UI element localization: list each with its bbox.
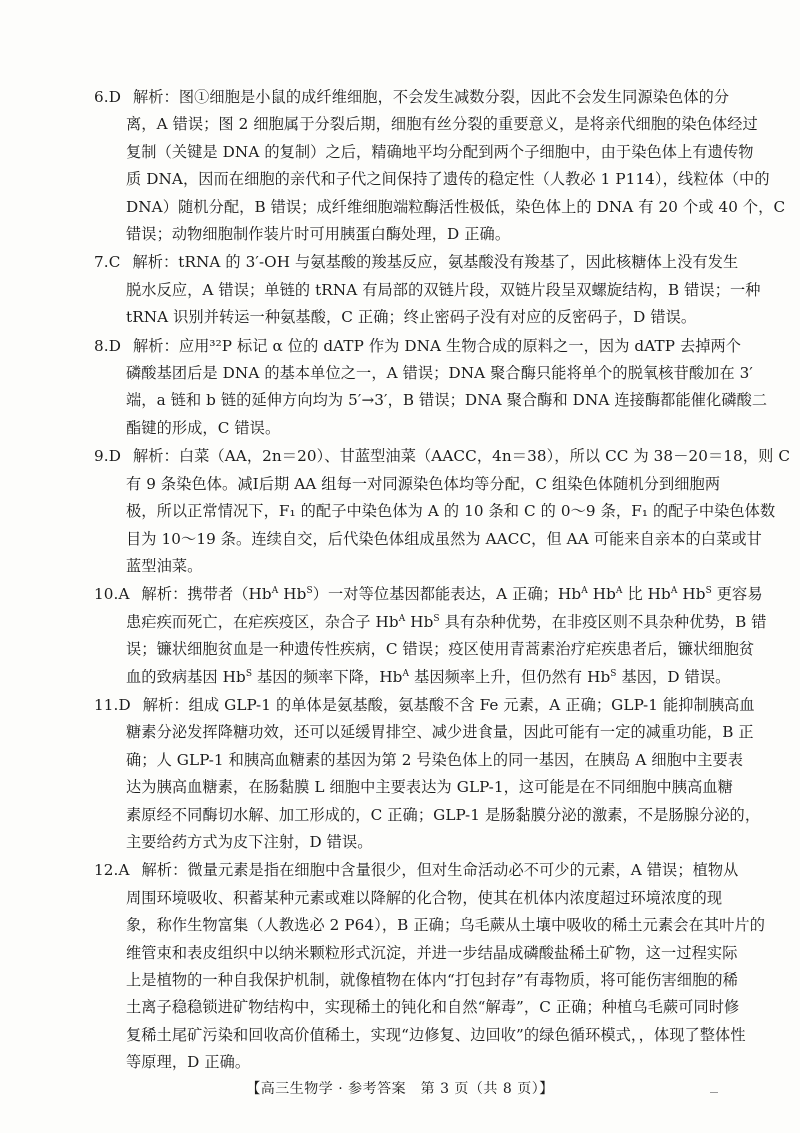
answer-first-line <box>94 692 755 719</box>
question-number: 10. <box>94 585 119 604</box>
line-text: 错误；动物细胞制作装片时可用胰蛋白酶处理，D 正确。 <box>126 225 511 244</box>
answer-line <box>94 747 744 774</box>
line-text: DNA）随机分配，B 错误；成纤维细胞端粒酶活性极低，染色体上的 DNA 有 20 个或 40 个，C <box>126 197 786 216</box>
line-text: 复稀土尾矿污染和回收高价值稀土，实现“边修复、边回收”的绿色循环模式，，体现了整体性 <box>126 1025 746 1044</box>
answer-line <box>94 636 755 663</box>
line-text: 复制（关键是 DNA 的复制）之后，精确地平均分配到两个子细胞中，由于染色体上有遗传物 <box>126 142 754 161</box>
line-text: 确；人 GLP-1 和胰高血糖素的基因为第 2 号染色体上的同一基因，在胰岛 A 细胞中主要表 <box>126 750 744 769</box>
answer-item <box>94 443 791 580</box>
line-text: 目为 10～19 条。连续自交，后代染色体组成虽然为 AACC，但 AA 可能来自亲本的白菜或甘 <box>126 529 762 548</box>
line-text: 周围环境吸收、积蓄某种元素或难以降解的化合物，使其在机体内浓度超过环境浓度的现 <box>126 888 723 907</box>
line-text: 解析：组成 GLP-1 的单体是氨基酸，氨基酸不含 Fe 元素，A 正确；GLP-1 能抑制胰高血 <box>142 695 755 714</box>
answer-line <box>94 802 761 829</box>
answer-line <box>94 471 724 498</box>
answer-first-line <box>94 333 742 360</box>
line-text: 等原理，D 正确。 <box>126 1053 251 1072</box>
line-text: 上是植物的一种自我保护机制，就像植物在体内“打包封存”有毒物质，将可能伤害细胞的稀 <box>126 971 738 989</box>
answer-first-line <box>94 84 730 111</box>
answer-line <box>94 139 754 166</box>
answer-line <box>94 994 740 1021</box>
answer-first-line <box>94 857 739 884</box>
answer-line <box>94 940 738 967</box>
line-text: 离，A 错误；图 2 细胞属于分裂后期，细胞有丝分裂的重要意义，是将亲代细胞的染色体经过 <box>126 115 758 134</box>
answer-choice: A <box>118 585 130 604</box>
answer-line <box>94 912 765 939</box>
line-text: 患疟疾而死亡，在疟疾疫区，杂合子 $Hb^A$ $Hb^S$ 具有杂种优势，在非疫区则不具杂种优势，B 错 <box>126 612 767 631</box>
answer-line <box>94 774 733 801</box>
line-text: 解析：应用³²P 标记 α 位的 dATP 作为 DNA 生物合成的原料之一，因为 dATP 去掉两个 <box>132 336 742 355</box>
line-text: 解析：图①细胞是小鼠的成纤维细胞，不会发生减数分裂，因此不会发生同源染色体的分 <box>132 88 730 106</box>
line-text: 解析：tRNA 的 3′-OH 与氨基酸的羧基反应，氨基酸没有羧基了，因此核糖体上没有发生 <box>132 253 739 272</box>
line-text: tRNA 识别并转运一种氨基酸，C 正确；终止密码子没有对应的反密码子，D 错误。 <box>126 308 697 327</box>
line-text: 脱水反应，A 错误；单链的 tRNA 有局部的双链片段，双链片段呈双螺旋结构，B 错误；一种 <box>126 280 761 299</box>
line-text: 有 9 条染色体。减Ⅰ后期 AA 组每一对同源染色体均等分配，C 组染色体随机分到细胞两 <box>126 474 721 493</box>
answer-line <box>94 194 786 221</box>
answer-line <box>94 526 762 553</box>
corner-mark <box>710 1092 718 1093</box>
line-text: 血的致病基因 $Hb^S$ 基因的频率下降，$Hb^A$ 基因频率上升，但仍然有 $Hb^S$ 基因，D 错误。 <box>126 667 731 686</box>
line-text: 误；镰状细胞贫血是一种遗传性疾病，C 错误；疫区使用青蒿素治疗疟疾患者后，镰状细胞贫 <box>126 640 755 659</box>
line-text: 主要给药方式为皮下注射，D 错误。 <box>126 832 373 851</box>
answer-line <box>94 111 758 138</box>
answer-item <box>94 692 761 856</box>
line-text: 解析：微量元素是指在细胞中含量很少，但对生命活动必不可少的元素，A 错误；植物从 <box>141 861 739 880</box>
answer-line <box>94 166 770 193</box>
answer-list <box>94 84 791 1078</box>
answer-line <box>94 360 753 387</box>
answer-choice: D <box>108 88 121 106</box>
answer-first-line <box>94 443 791 470</box>
answer-first-line <box>94 249 739 276</box>
line-text: 解析：携带者（$Hb^A$ $Hb^S$）一对等位基因都能表达，A 正确；$Hb^A$ $Hb^A$ 比 $Hb^A$ $Hb^S$ 更容易 <box>141 585 763 604</box>
answer-line <box>94 885 724 912</box>
answer-line <box>94 1022 746 1049</box>
answer-line <box>94 304 724 331</box>
line-text: 达为胰高血糖素，在肠黏膜 L 细胞中主要表达为 GLP-1，这可能是在不同细胞中胰高血糖 <box>126 778 733 797</box>
line-text: 素原经不同酶切水解、加工形成的，C 正确；GLP-1 是肠黏膜分泌的激素，不是肠腺分泌的， <box>126 805 761 824</box>
answer-choice: D <box>108 336 121 355</box>
answer-line <box>94 609 767 636</box>
answer-choice: D <box>108 447 121 466</box>
answer-choice: C <box>108 253 121 272</box>
line-text: 酯键的形成，C 错误。 <box>126 418 281 437</box>
question-number: 9. <box>94 447 109 466</box>
answer-line <box>94 221 724 248</box>
answer-choice: D <box>118 695 131 714</box>
question-number: 12. <box>94 861 119 880</box>
answer-line <box>94 719 754 746</box>
line-text: 蓝型油菜。 <box>126 556 203 575</box>
line-text: 极，所以正常情况下，F₁ 的配子中染色体为 A 的 10 条和 C 的 0～9 条，F₁ 的配子中染色体数 <box>126 502 776 521</box>
answer-line <box>94 498 776 525</box>
line-text: 质 DNA，因而在细胞的亲代和子代之间保持了遗传的稳定性（人教必 1 P114），线粒体（中的 <box>126 170 770 189</box>
line-text: 糖素分泌发挥降糖功效，还可以延缓胃排空、减少进食量，因此可能有一定的减重功能，B 正 <box>126 723 754 742</box>
answer-item <box>94 333 768 443</box>
line-text: 维管束和表皮组织中以纳米颗粒形式沉淀，并进一步结晶成磷酸盐稀土矿物，这一过程实际 <box>126 943 738 962</box>
question-number: 7. <box>94 253 109 272</box>
answer-item <box>94 857 765 1076</box>
answer-line <box>94 387 768 414</box>
line-text: 端，a 链和 b 链的延伸方向均为 5′→3′，B 错误；DNA 聚合酶和 DNA 连接酶都能催化磷酸二 <box>126 391 768 410</box>
page-footer: 【高三生物学 · 参考答案 第 3 页（共 8 页）】 <box>246 1081 554 1097</box>
line-text: 磷酸基团后是 DNA 的基本单位之一，A 错误；DNA 聚合酶只能将单个的脱氧核苷酸加在 3′ <box>126 364 753 383</box>
line-text: 解析：白菜（AA，2n＝20）、甘蓝型油菜（AACC，4n＝38），所以 CC 为 38－20＝18，则 C <box>132 447 791 466</box>
answer-line <box>94 664 731 691</box>
line-text: 土离子稳稳锁进矿物结构中，实现稀土的钝化和自然“解毒”，C 正确；种植乌毛蕨可同时修 <box>126 998 740 1017</box>
question-number: 8. <box>94 336 109 355</box>
answer-line <box>94 277 761 304</box>
answer-item <box>94 581 767 691</box>
question-number: 6. <box>94 88 109 106</box>
answer-line <box>94 829 724 856</box>
answer-line <box>94 415 724 442</box>
answer-line <box>94 1049 724 1076</box>
answer-choice: A <box>118 861 130 880</box>
answer-item <box>94 84 786 248</box>
answer-item <box>94 249 761 331</box>
answer-line <box>94 967 738 994</box>
answer-line <box>94 553 724 580</box>
question-number: 11. <box>94 695 119 714</box>
line-text: 象，称作生物富集（人教选必 2 P64），B 正确；乌毛蕨从土壤中吸收的稀土元素会在其叶片的 <box>126 916 765 935</box>
answer-first-line <box>94 581 763 608</box>
